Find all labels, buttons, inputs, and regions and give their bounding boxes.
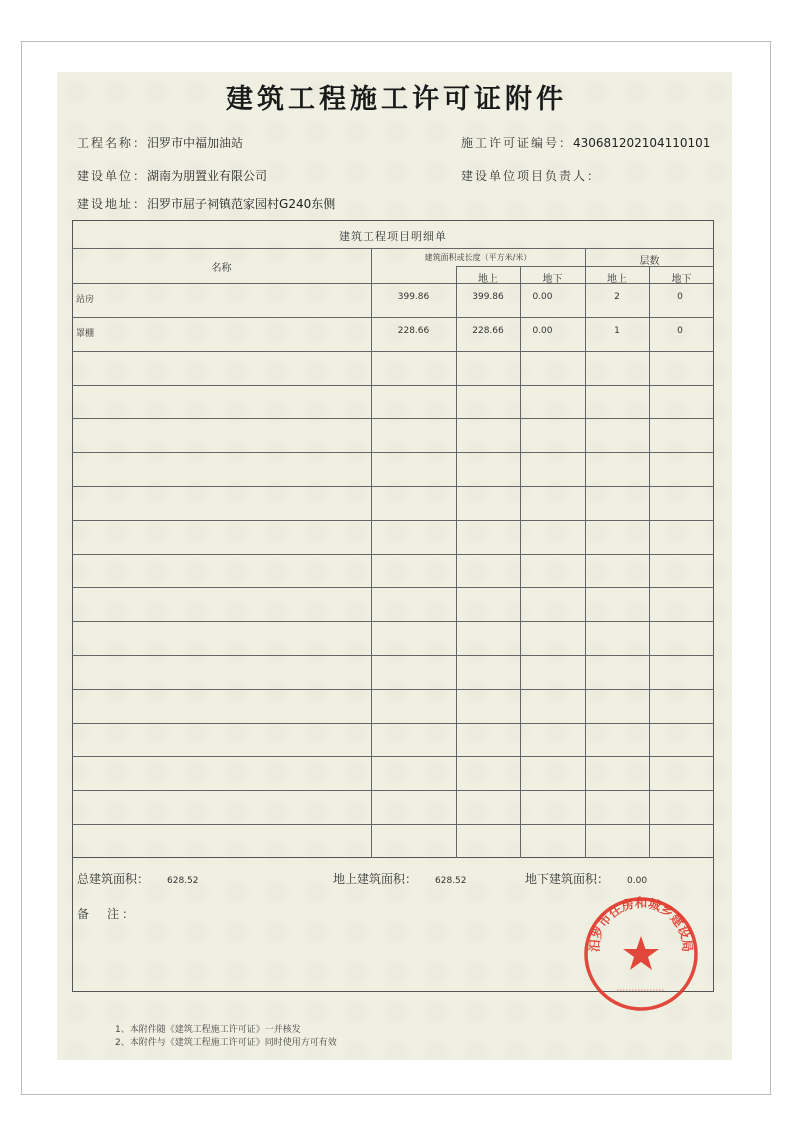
notes-label: 备 注： xyxy=(77,907,138,921)
table-rule xyxy=(456,266,457,858)
star-icon xyxy=(623,936,659,970)
header-area-above: 地上 xyxy=(478,274,498,285)
permit-number-field xyxy=(461,134,710,151)
seal-text: 汨罗市住房和城乡建设局 xyxy=(586,896,696,953)
table-row-rule xyxy=(72,587,714,588)
total-area-label: 总建筑面积： xyxy=(77,872,150,886)
table-row-rule xyxy=(72,756,714,757)
table-row-rule xyxy=(72,655,714,656)
above-ground-area-value: 628.52 xyxy=(435,876,467,886)
address-value: 汨罗市屈子祠镇范家园村G240东侧 xyxy=(147,197,336,211)
footer-note-2: 2、本附件与《建筑工程施工许可证》同时使用方可有效 xyxy=(115,1038,337,1048)
row-2-floors-below: 0 xyxy=(677,326,683,336)
table-caption: 建筑工程项目明细单 xyxy=(339,230,447,243)
address-label: 建设地址： xyxy=(77,197,148,211)
permit-number-value: 430681202104110101 xyxy=(573,136,711,150)
document-title: 建筑工程施工许可证附件 xyxy=(226,84,567,115)
table-row-rule xyxy=(72,385,714,386)
address-field xyxy=(77,195,335,212)
project-name-field xyxy=(77,134,243,151)
row-2-below: 0.00 xyxy=(532,326,553,336)
row-1-floors-above: 2 xyxy=(614,292,620,302)
table-rule xyxy=(585,248,586,858)
below-ground-area-value: 0.00 xyxy=(627,876,648,886)
row-2-floors-above: 1 xyxy=(614,326,620,336)
footer-note-1: 1、本附件随《建筑工程施工许可证》一并核发 xyxy=(115,1025,301,1035)
official-seal xyxy=(583,896,699,1012)
above-ground-area-label: 地上建筑面积： xyxy=(333,872,418,886)
detail-table xyxy=(72,220,714,858)
header-floors: 层数 xyxy=(639,256,660,267)
table-row-rule xyxy=(72,621,714,622)
table-row-rule xyxy=(72,486,714,487)
total-area-value: 628.52 xyxy=(167,876,199,886)
row-2-above: 228.66 xyxy=(472,326,504,336)
table-row-rule xyxy=(72,723,714,724)
table-row-rule xyxy=(72,351,714,352)
row-1-total: 399.86 xyxy=(397,292,430,302)
header-area-below: 地下 xyxy=(542,274,563,285)
table-rule xyxy=(371,248,372,858)
table-row-rule xyxy=(72,520,714,521)
header-area: 建筑面积或长度（平方米/米） xyxy=(424,253,532,262)
table-row-rule xyxy=(72,418,714,419)
header-floors-above: 地上 xyxy=(607,274,627,285)
table-rule xyxy=(649,266,650,858)
row-1-name: 站房 xyxy=(76,295,95,305)
project-manager-field xyxy=(461,167,601,184)
row-1-floors-below: 0 xyxy=(677,292,683,302)
row-1-below: 0.00 xyxy=(532,292,553,302)
row-2-total: 228.66 xyxy=(397,326,430,336)
header-floors-below: 地下 xyxy=(671,274,692,285)
table-row-rule xyxy=(72,554,714,555)
table-row-rule xyxy=(72,790,714,791)
construction-unit-label: 建设单位： xyxy=(77,169,148,183)
table-row-rule xyxy=(72,452,714,453)
table-row-rule xyxy=(72,824,714,825)
project-name-label: 工程名称： xyxy=(77,136,148,150)
table-row-rule xyxy=(72,317,714,318)
header-name: 名称 xyxy=(211,263,232,274)
table-rule xyxy=(520,266,521,858)
project-manager-label: 建设单位项目负责人： xyxy=(461,169,602,183)
project-name-value: 汨罗市中福加油站 xyxy=(147,136,244,150)
table-row-rule xyxy=(72,689,714,690)
row-1-above: 399.86 xyxy=(472,292,504,302)
table-rule xyxy=(72,248,714,249)
row-2-name: 罩棚 xyxy=(76,329,95,339)
permit-number-label: 施工许可证编号： xyxy=(461,136,574,150)
construction-unit-field xyxy=(77,167,267,184)
construction-unit-value: 湖南为朋置业有限公司 xyxy=(147,169,268,183)
below-ground-area-label: 地下建筑面积： xyxy=(525,872,610,886)
